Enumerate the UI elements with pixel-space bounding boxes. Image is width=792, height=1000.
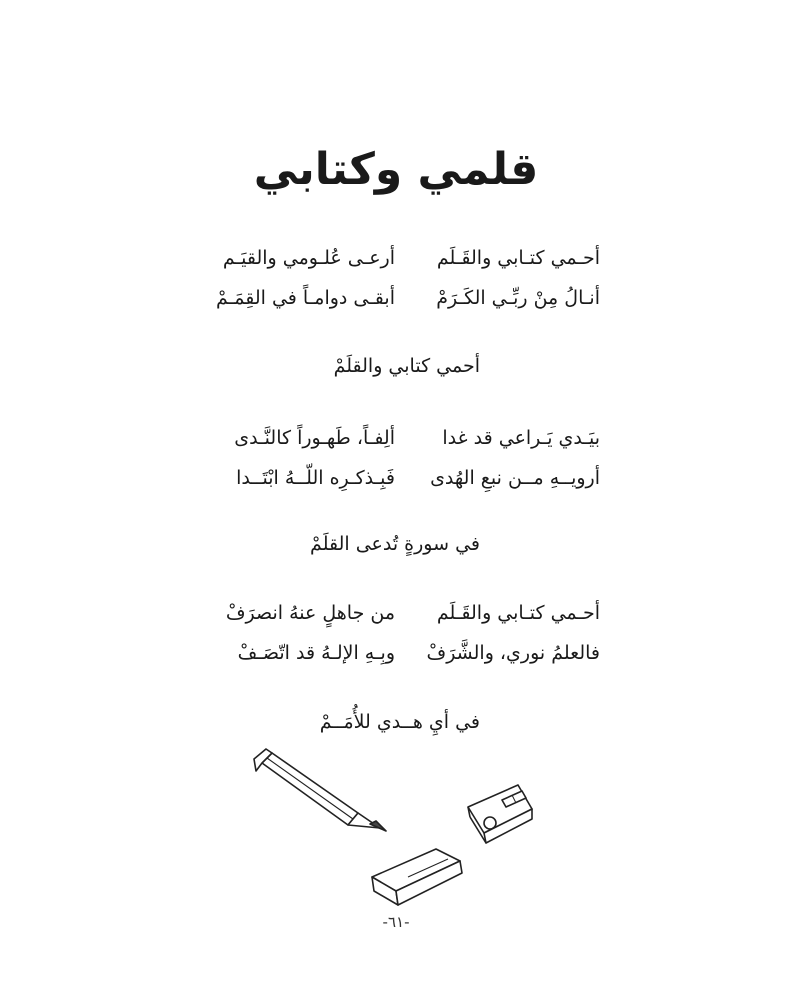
verse-first-half: بيَـدي يَـراعي قد غدا [442, 427, 600, 449]
stanza-2 [200, 418, 600, 498]
page-number: -٦١- [382, 913, 410, 931]
sharpener-icon [468, 785, 532, 843]
eraser-icon [372, 849, 462, 905]
refrain-1: أحمي كتابي والقلَمْ [333, 355, 480, 377]
verse-first-half: أحـمي كتـابي والقَـلَم [436, 602, 600, 624]
verse-first-half: أرويــهِ مــن نبعِ الهُدى [430, 467, 600, 489]
verse [200, 458, 600, 498]
stanza-1 [200, 238, 600, 318]
verse [200, 238, 600, 278]
verse [200, 633, 600, 673]
verse-second-half: وبِـهِ الإلـهُ قد اتّصَـفْ [237, 642, 395, 664]
refrain-2: في سورةٍ تُدعى القلَمْ [310, 533, 480, 555]
poem-title: قلمي وكتابي [253, 144, 539, 195]
verse-second-half: فَبِـذكـرِه اللّــهُ ابْتَــدا [236, 467, 395, 489]
pencil-icon [254, 749, 386, 831]
verse-second-half: من جاهلٍ عنهُ انصرَفْ [225, 602, 395, 624]
verse-first-half: فالعلمُ نوري، والشَّرَفْ [426, 642, 600, 664]
verse [200, 418, 600, 458]
verse [200, 593, 600, 633]
refrain-3: في أيِ هــدي للأُمَــمْ [319, 711, 480, 733]
verse-first-half: أنـالُ مِنْ ربِّـي الكَـرَمْ [436, 287, 600, 309]
verse-second-half: أرعـى عُلـومي والقيَـم [222, 247, 395, 269]
verse-second-half: أبقـى دوامـاً في القِمَـمْ [216, 287, 395, 309]
verse-second-half: ألِفـاً، طَهـوراً كالنَّـدى [234, 427, 395, 449]
stationery-illustration [240, 745, 560, 920]
verse-first-half: أحـمي كتـابي والقَـلَم [436, 247, 600, 269]
stanza-3 [200, 593, 600, 673]
verse [200, 278, 600, 318]
